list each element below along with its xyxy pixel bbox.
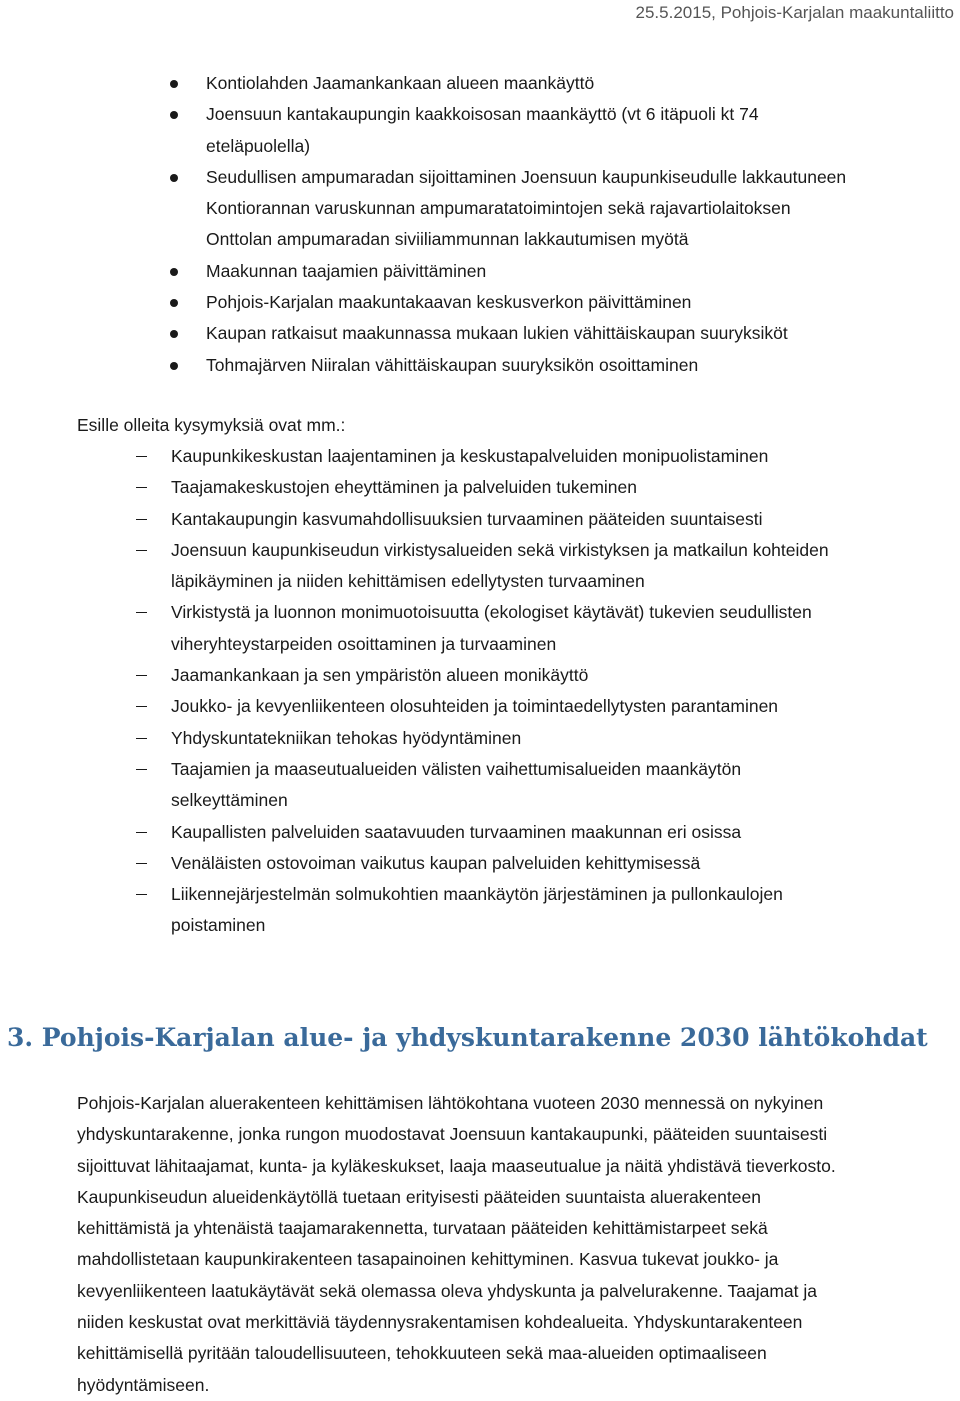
- question-item: [0, 817, 931, 848]
- bullet-item-text: Seudullisen ampumaradan sijoittaminen Joensuun kaupunkiseudulle lakkautuneen: [206, 166, 847, 187]
- question-item: [0, 472, 931, 503]
- question-item-text: Kaupallisten palveluiden saatavuuden turvaaminen maakunnan eri osissa: [171, 821, 742, 842]
- question-item-text: Virkistystä ja luonnon monimuotoisuutta (ekologiset käytävät) tukevien seudullisten: [171, 602, 812, 623]
- bullet-item-text: Onttolan ampumaradan siviiliammunnan lakkautumisen myötä: [206, 229, 689, 250]
- bullet-dot-icon: [170, 299, 178, 307]
- question-item: [0, 504, 931, 535]
- bullet-item: [0, 256, 946, 287]
- header-date-title: 25.5.2015, Pohjois-Karjalan maakuntaliitto: [635, 3, 954, 22]
- paragraph-line: hyödyntämiseen.: [77, 1374, 210, 1395]
- bullet-item-text: Joensuun kantakaupungin kaakkoisosan maankäyttö (vt 6 itäpuoli kt 74: [206, 104, 759, 125]
- question-item-text: Taajamakeskustojen eheyttäminen ja palveluiden tukeminen: [171, 477, 637, 498]
- question-item: [0, 597, 931, 660]
- question-item: [0, 848, 931, 879]
- bullet-dot-icon: [170, 268, 178, 276]
- question-item-text: viheryhteystarpeiden osoittaminen ja turvaaminen: [171, 633, 557, 654]
- question-item-text: Yhdyskuntatekniikan tehokas hyödyntäminen: [171, 727, 522, 748]
- question-item-text: läpikäyminen ja niiden kehittämisen edellytysten turvaaminen: [171, 571, 645, 592]
- section-title: 3. Pohjois-Karjalan alue- ja yhdyskuntarakenne 2030 lähtökohdat: [7, 1023, 928, 1052]
- question-item-text: Joensuun kaupunkiseudun virkistysalueiden sekä virkistyksen ja matkailun kohteiden: [171, 539, 829, 560]
- bullet-item: [0, 68, 946, 99]
- bullet-item-text: Pohjois-Karjalan maakuntakaavan keskusverkon päivittäminen: [206, 292, 692, 313]
- paragraph-line: kehittämisellä pyritään taloudellisuuteen, tehokkuuteen sekä maa-alueiden optimaaliseen: [77, 1343, 767, 1364]
- bullet-item: [0, 318, 946, 349]
- dash-bullet-icon: [136, 456, 147, 457]
- bullet-item-text: Kontiorannan varuskunnan ampumaratatoimintojen sekä rajavartiolaitoksen: [206, 198, 791, 219]
- question-item-text: Liikennejärjestelmän solmukohtien maankäytön järjestäminen ja pullonkaulojen: [171, 884, 783, 905]
- paragraph-line: yhdyskuntarakenne, jonka rungon muodostavat Joensuun kantakaupunki, pääteiden suuntaisesti: [77, 1124, 828, 1145]
- paragraph-line: sijoittuvat lähitaajamat, kunta- ja kyläkeskukset, laaja maaseutualue ja näitä yhdistävä tieverkosto.: [77, 1155, 836, 1176]
- dash-bullet-icon: [136, 769, 147, 770]
- question-item-text: Jaamankankaan ja sen ympäristön alueen monikäyttö: [171, 665, 589, 686]
- question-item-text: selkeyttäminen: [171, 790, 288, 811]
- dash-bullet-icon: [136, 487, 147, 488]
- dash-bullet-icon: [136, 550, 147, 551]
- bullet-item-text: Kaupan ratkaisut maakunnassa mukaan lukien vähittäiskaupan suuryksiköt: [206, 323, 788, 344]
- bullet-dot-icon: [170, 174, 178, 182]
- bullet-item-text: Tohmajärven Niiralan vähittäiskaupan suuryksikön osoittaminen: [206, 354, 699, 375]
- question-item: [0, 879, 931, 942]
- question-item: [0, 441, 931, 472]
- question-item: [0, 754, 931, 817]
- bullet-dot-icon: [170, 330, 178, 338]
- bullet-dot-icon: [170, 111, 178, 119]
- dash-bullet-icon: [136, 706, 147, 707]
- question-item: [0, 723, 931, 754]
- dash-bullet-icon: [136, 675, 147, 676]
- dash-bullet-icon: [136, 612, 147, 613]
- dash-bullet-icon: [136, 832, 147, 833]
- question-item: [0, 691, 931, 722]
- paragraph-line: kevyenliikenteen laatukäytävät sekä olemassa oleva yhdyskunta ja palvelurakenne. Taajamat ja: [77, 1280, 817, 1301]
- bullet-item: [0, 162, 946, 256]
- question-item: [0, 660, 931, 691]
- question-item-text: Joukko- ja kevyenliikenteen olosuhteiden ja toimintaedellytysten parantaminen: [171, 696, 779, 717]
- paragraph-line: Pohjois-Karjalan aluerakenteen kehittämisen lähtökohtana vuoteen 2030 mennessä on nykyinen: [77, 1093, 824, 1113]
- dash-bullet-icon: [136, 863, 147, 864]
- bullet-item: [0, 350, 946, 381]
- question-item: [0, 535, 931, 598]
- dash-bullet-icon: [136, 738, 147, 739]
- question-list: [0, 441, 931, 942]
- dash-bullet-icon: [136, 519, 147, 520]
- bullet-item-text: eteläpuolella): [206, 135, 311, 156]
- question-item-text: Kaupunkikeskustan laajentaminen ja keskustapalveluiden monipuolistaminen: [171, 446, 769, 466]
- paragraph-line: niiden keskustat ovat merkittäviä täydennysrakentamisen kohdealueita. Yhdyskuntarakenteen: [77, 1312, 803, 1333]
- bullet-dot-icon: [170, 80, 178, 88]
- paragraph-line: kehittämistä ja yhtenäistä taajamarakennetta, turvataan pääteiden kehittämistarpeet sekä: [77, 1218, 768, 1239]
- question-item-text: poistaminen: [171, 915, 266, 936]
- bullet-list: [0, 68, 946, 381]
- question-item-text: Kantakaupungin kasvumahdollisuuksien turvaaminen pääteiden suuntaisesti: [171, 508, 763, 529]
- section-paragraph: [77, 1088, 953, 1401]
- questions-lead: Esille olleita kysymyksiä ovat mm.:: [77, 415, 346, 435]
- paragraph-line: Kaupunkiseudun alueidenkäytöllä tuetaan erityisesti pääteiden suuntaista aluerakenteen: [77, 1186, 761, 1207]
- question-item-text: Taajamien ja maaseutualueiden välisten vaihettumisalueiden maankäytön: [171, 758, 742, 779]
- paragraph-line: mahdollistetaan kaupunkirakenteen tasapainoinen kehittyminen. Kasvua tukevat joukko- ja: [77, 1249, 779, 1270]
- bullet-item: [0, 99, 946, 162]
- bullet-item-text: Kontiolahden Jaamankankaan alueen maankäyttö: [206, 73, 595, 93]
- dash-bullet-icon: [136, 894, 147, 895]
- question-item-text: Venäläisten ostovoiman vaikutus kaupan palveluiden kehittymisessä: [171, 852, 701, 873]
- bullet-item: [0, 287, 946, 318]
- bullet-dot-icon: [170, 362, 178, 370]
- bullet-item-text: Maakunnan taajamien päivittäminen: [206, 260, 487, 281]
